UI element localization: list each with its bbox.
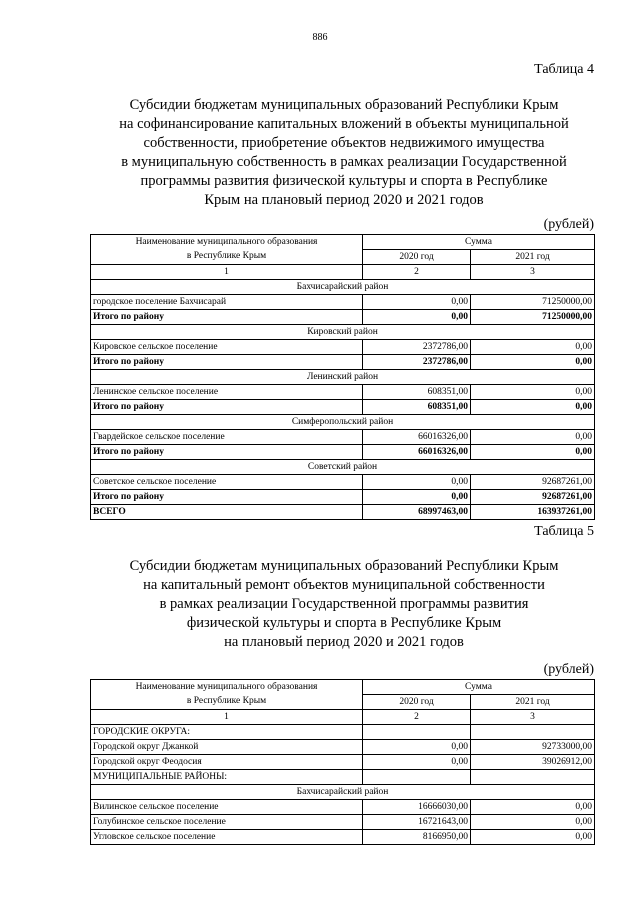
district-section-row <box>91 325 595 340</box>
municipality-name: Ленинское сельское поселение <box>91 385 363 400</box>
district-section-row <box>91 460 595 475</box>
title-line: в рамках реализации Государственной программы развития <box>159 596 529 612</box>
amount-2020: 2372786,00 <box>363 355 471 370</box>
district-section-row <box>91 785 595 800</box>
municipality-name: Гвардейское сельское поселение <box>91 430 363 445</box>
municipality-name: Итого по району <box>91 445 363 460</box>
amount-2021: 92687261,00 <box>471 475 595 490</box>
empty-cell <box>471 770 595 785</box>
district-name: Советский район <box>91 460 595 475</box>
table5 <box>90 679 595 845</box>
amount-2020: 0,00 <box>363 740 471 755</box>
table-row <box>91 740 595 755</box>
amount-2020: 608351,00 <box>363 385 471 400</box>
table-row <box>91 385 595 400</box>
column-number: 3 <box>471 265 595 280</box>
table4 <box>90 234 595 520</box>
amount-2021: 71250000,00 <box>471 295 595 310</box>
empty-cell <box>363 770 471 785</box>
table5-units: (рублей) <box>543 662 594 677</box>
amount-2021: 0,00 <box>471 340 595 355</box>
amount-2020: 68997463,00 <box>363 505 471 520</box>
header-name-line2: в Республике Крым <box>91 695 363 710</box>
group-name: МУНИЦИПАЛЬНЫЕ РАЙОНЫ: <box>91 770 363 785</box>
amount-2020: 0,00 <box>363 295 471 310</box>
title-line: программы развития физической культуры и спорта в Республике <box>140 173 548 189</box>
amount-2020: 0,00 <box>363 490 471 505</box>
header-row <box>91 695 595 710</box>
total-row <box>91 505 595 520</box>
amount-2021: 0,00 <box>471 800 595 815</box>
table-row <box>91 830 595 845</box>
district-name: Симферопольский район <box>91 415 595 430</box>
title-line: физической культуры и спорта в Республике Крым <box>186 615 502 631</box>
amount-2021: 0,00 <box>471 815 595 830</box>
empty-cell <box>363 725 471 740</box>
amount-2020: 16721643,00 <box>363 815 471 830</box>
header-row <box>91 235 595 250</box>
municipality-name: Итого по району <box>91 490 363 505</box>
amount-2021: 0,00 <box>471 400 595 415</box>
header-name: Наименование муниципального образования <box>91 235 363 250</box>
amount-2021: 0,00 <box>471 430 595 445</box>
header-2020: 2020 год <box>363 250 471 265</box>
table-row <box>91 475 595 490</box>
table-row <box>91 815 595 830</box>
total-row <box>91 310 595 325</box>
header-name: Наименование муниципального образования <box>91 680 363 695</box>
district-name: Бахчисарайский район <box>91 280 595 295</box>
municipality-name: Кировское сельское поселение <box>91 340 363 355</box>
district-section-row <box>91 415 595 430</box>
municipality-name: Городской округ Феодосия <box>91 755 363 770</box>
district-name: Кировский район <box>91 325 595 340</box>
header-2021: 2021 год <box>471 695 595 710</box>
table-row <box>91 295 595 310</box>
amount-2020: 0,00 <box>363 310 471 325</box>
total-row <box>91 355 595 370</box>
title-line: на софинансирование капитальных вложений в объекты муниципальной <box>119 116 569 132</box>
amount-2021: 0,00 <box>471 355 595 370</box>
amount-2020: 0,00 <box>363 755 471 770</box>
empty-cell <box>471 725 595 740</box>
amount-2021: 92733000,00 <box>471 740 595 755</box>
municipality-name: Итого по району <box>91 355 363 370</box>
total-row <box>91 400 595 415</box>
page-number: 886 <box>312 32 328 43</box>
column-number: 1 <box>91 265 363 280</box>
table4-units: (рублей) <box>543 217 594 232</box>
district-name: Ленинский район <box>91 370 595 385</box>
column-number: 1 <box>91 710 363 725</box>
total-row <box>91 490 595 505</box>
amount-2021: 71250000,00 <box>471 310 595 325</box>
title-line: в муниципальную собственность в рамках реализации Государственной <box>121 154 567 170</box>
table-row <box>91 800 595 815</box>
amount-2021: 163937261,00 <box>471 505 595 520</box>
amount-2020: 0,00 <box>363 475 471 490</box>
title-line: на капитальный ремонт объектов муниципальной собственности <box>143 577 545 593</box>
municipality-name: Итого по району <box>91 400 363 415</box>
group-name: ГОРОДСКИЕ ОКРУГА: <box>91 725 363 740</box>
table5-title <box>70 557 618 652</box>
amount-2021: 39026912,00 <box>471 755 595 770</box>
amount-2020: 2372786,00 <box>363 340 471 355</box>
title-line: Крым на плановый период 2020 и 2021 годов <box>204 192 484 208</box>
municipality-name: Голубинское сельское поселение <box>91 815 363 830</box>
amount-2020: 8166950,00 <box>363 830 471 845</box>
column-number-row <box>91 710 595 725</box>
district-section-row <box>91 370 595 385</box>
column-number-row <box>91 265 595 280</box>
header-2020: 2020 год <box>363 695 471 710</box>
amount-2021: 92687261,00 <box>471 490 595 505</box>
municipality-name: Угловское сельское поселение <box>91 830 363 845</box>
amount-2021: 0,00 <box>471 830 595 845</box>
district-name: Бахчисарайский район <box>91 785 595 800</box>
amount-2021: 0,00 <box>471 445 595 460</box>
district-section-row <box>91 280 595 295</box>
title-line: Субсидии бюджетам муниципальных образований Республики Крым <box>129 97 559 113</box>
table4-label: Таблица 4 <box>534 62 594 77</box>
table-row <box>91 430 595 445</box>
municipality-name: Итого по району <box>91 310 363 325</box>
title-line: Субсидии бюджетам муниципальных образований Республики Крым <box>129 558 559 574</box>
column-number: 2 <box>363 710 471 725</box>
group-row <box>91 770 595 785</box>
municipality-name: городское поселение Бахчисарай <box>91 295 363 310</box>
column-number: 2 <box>363 265 471 280</box>
table5-label: Таблица 5 <box>534 524 594 539</box>
total-row <box>91 445 595 460</box>
amount-2021: 0,00 <box>471 385 595 400</box>
header-sum: Сумма <box>363 235 595 250</box>
municipality-name: Советское сельское поселение <box>91 475 363 490</box>
amount-2020: 66016326,00 <box>363 430 471 445</box>
amount-2020: 608351,00 <box>363 400 471 415</box>
municipality-name: Городской округ Джанкой <box>91 740 363 755</box>
header-row <box>91 250 595 265</box>
column-number: 3 <box>471 710 595 725</box>
group-row <box>91 725 595 740</box>
header-name-line2: в Республике Крым <box>91 250 363 265</box>
table-row <box>91 755 595 770</box>
municipality-name: Вилинское сельское поселение <box>91 800 363 815</box>
municipality-name: ВСЕГО <box>91 505 363 520</box>
header-sum: Сумма <box>363 680 595 695</box>
title-line: собственности, приобретение объектов недвижимого имущества <box>143 135 545 151</box>
header-row <box>91 680 595 695</box>
table4-title <box>70 96 618 210</box>
header-2021: 2021 год <box>471 250 595 265</box>
amount-2020: 66016326,00 <box>363 445 471 460</box>
table-row <box>91 340 595 355</box>
amount-2020: 16666030,00 <box>363 800 471 815</box>
title-line: на плановый период 2020 и 2021 годов <box>224 634 464 650</box>
